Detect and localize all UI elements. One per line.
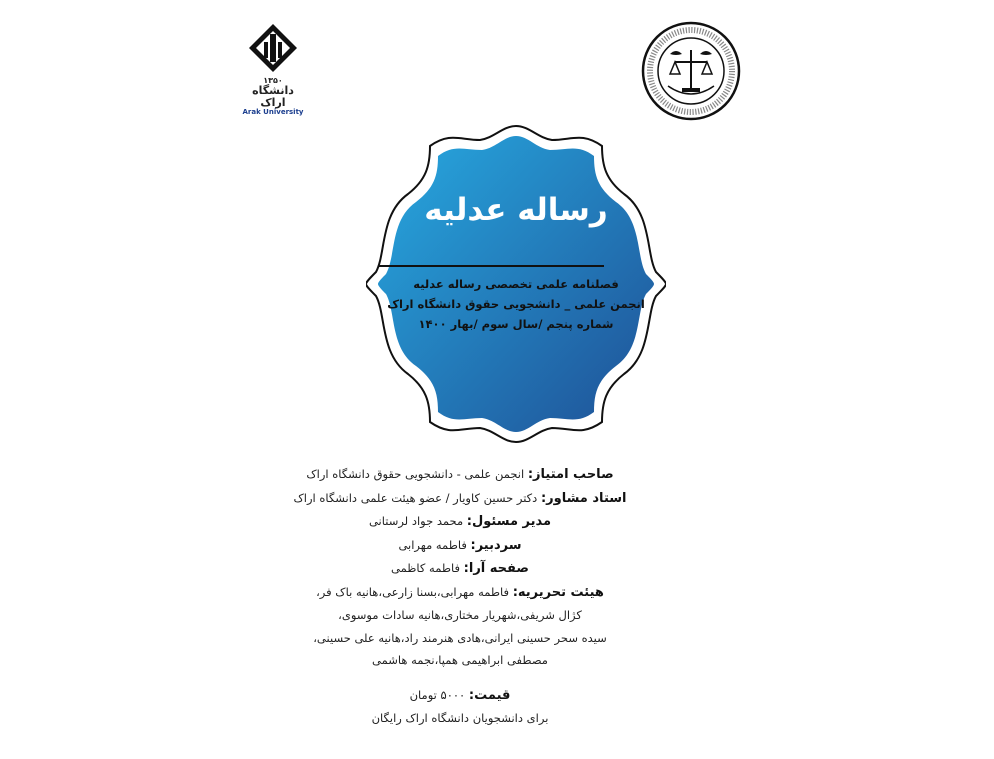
manager-label: مدیر مسئول: <box>466 514 552 529</box>
journal-title: رساله عدلیه <box>424 192 608 228</box>
advisor-value: دکتر حسین کاویار / عضو هیئت علمی دانشگاه اراک <box>293 490 541 505</box>
editorial-board-line <box>260 581 660 605</box>
subtitle-line-1: فصلنامه علمی تخصصی رساله عدلیه <box>413 277 619 291</box>
editorial-board-value-3: سیده سحر حسینی ایرانی،هادی هنرمند راد،هانیه علی حسینی، <box>313 630 607 645</box>
editorial-board-label: هیئت تحریریه: <box>512 584 604 600</box>
association-logo <box>640 20 742 122</box>
arak-university-emblem-icon <box>247 22 299 74</box>
subtitle-line-2: انجمن علمی _ دانشجویی حقوق دانشگاه اراک <box>387 297 645 311</box>
spacer <box>260 672 660 684</box>
editorial-board-value-2: کژال شریفی،شهریار مختاری،هانیه سادات موسوی، <box>338 608 582 622</box>
university-year: ۱۳۵۰ <box>263 76 283 85</box>
chief-editor-label: سردبیر: <box>470 537 522 553</box>
price-note: برای دانشجویان دانشگاه اراک رایگان <box>371 711 549 725</box>
price-label: قیمت: <box>468 687 511 703</box>
university-logo <box>238 22 308 117</box>
chief-editor-value: فاطمه مهرابی <box>398 537 471 552</box>
manager-value: محمد جواد لرستانی <box>368 514 467 528</box>
advisor-label: استاد مشاور: <box>540 490 627 506</box>
owner-label: صاحب امتیاز: <box>527 467 614 482</box>
law-association-seal-icon <box>640 20 742 122</box>
credits <box>260 463 660 730</box>
advisor-line <box>260 487 660 511</box>
owner-line <box>260 463 660 487</box>
chief-editor-line <box>260 534 660 558</box>
editorial-board-value-4: مصطفی ابراهیمی همپا،نجمه هاشمی <box>372 653 548 667</box>
layout-line <box>260 557 660 581</box>
layout-label: صفحه آرا: <box>463 561 529 576</box>
editorial-board-value-1: فاطمه مهرابی،بسنا زارعی،هانیه باک فر، <box>316 584 513 599</box>
university-name-fa: دانشگاه اراک <box>252 84 294 110</box>
owner-value: انجمن علمی - دانشجویی حقوق دانشگاه اراک <box>306 467 528 481</box>
subtitle-line-3: شماره پنجم /سال سوم /بهار ۱۴۰۰ <box>418 317 614 331</box>
price-value: ۵۰۰۰ تومان <box>409 687 469 702</box>
title-badge <box>366 122 666 446</box>
manager-line <box>260 510 660 534</box>
layout-value: فاطمه کاظمی <box>391 561 464 575</box>
university-name-en: Arak University <box>242 108 304 117</box>
price-line <box>260 684 660 708</box>
